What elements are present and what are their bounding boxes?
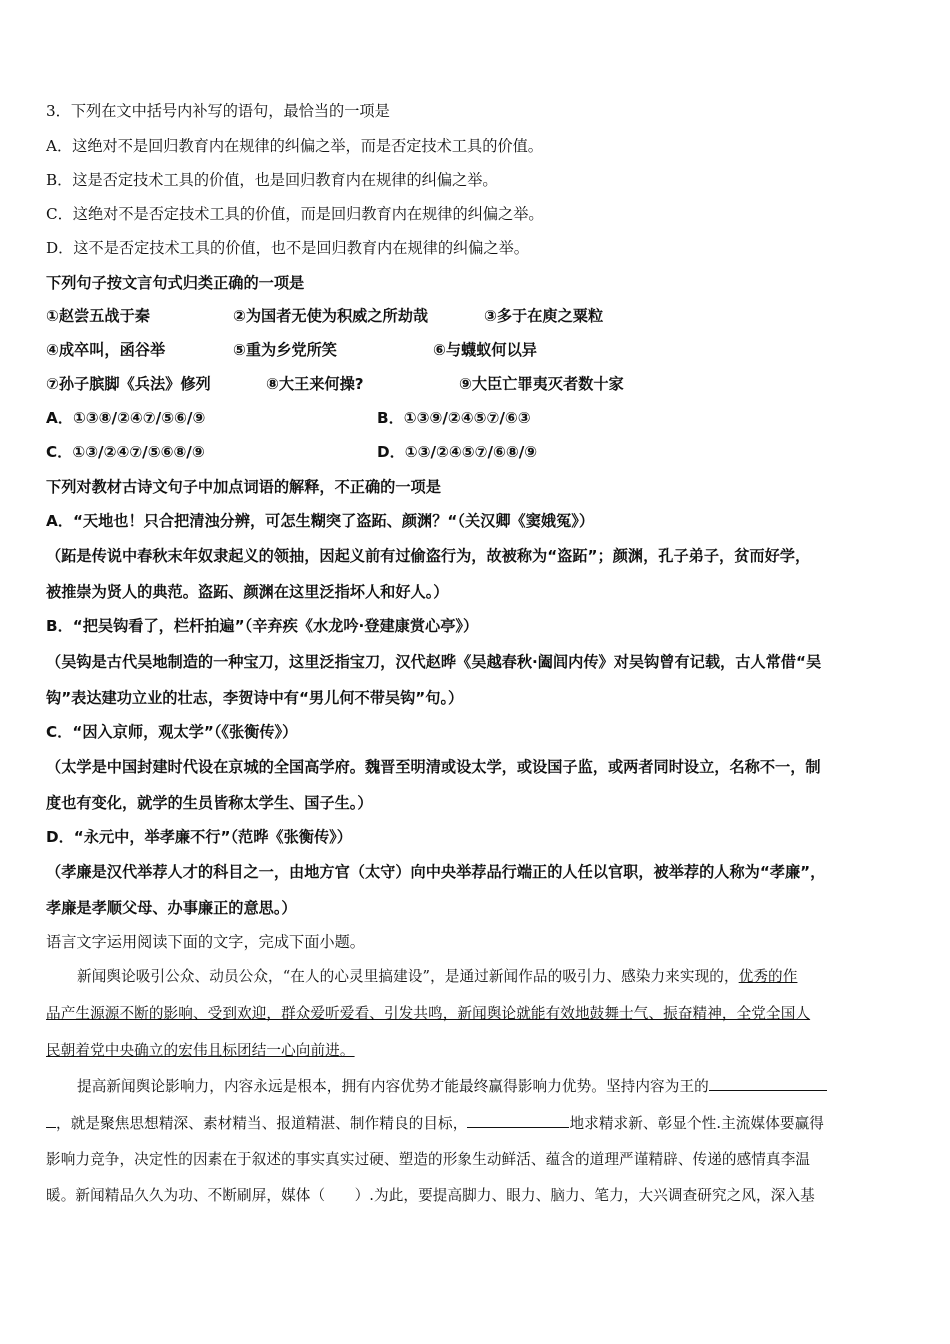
reading-text: ，就是聚焦思想精深、素材精当、报道精湛、制作精良的目标， — [56, 1115, 468, 1132]
syntax-item-8: ⑧大王来何操? — [266, 375, 364, 393]
reading-paragraph-1-line-1 — [77, 967, 797, 987]
q3-option-d: D．这不是否定技术工具的价值，也不是回归教育内在规律的纠偏之举。 — [46, 239, 529, 257]
syntax-option-a: A．①③⑧/②④⑦/⑤⑥/⑨ — [46, 409, 206, 427]
words-question-stem: 下列对教材古诗文句子中加点词语的解释，不正确的一项是 — [46, 478, 441, 496]
words-option-c-quote: C．“因入京师，观太学”（《张衡传》） — [46, 723, 298, 741]
q3-option-c: C．这绝对不是否定技术工具的价值，而是回归教育内在规律的纠偏之举。 — [46, 205, 544, 223]
fill-in-blank-1-continued[interactable] — [46, 1113, 56, 1128]
reading-paragraph-2-line-3: 影响力竞争，决定性的因素在于叙述的事实真实过硬、塑造的形象生动鲜活、蕴含的道理严谨精辟、传递的感情真李温 — [46, 1151, 811, 1168]
reading-text: 新闻舆论吸引公众、动员公众，“在人的心灵里搞建设”，是通过新闻作品的吸引力、感染力来实现的， — [77, 968, 739, 985]
words-option-c-explanation-2: 度也有变化，就学的生员皆称太学生、国子生。） — [46, 794, 373, 812]
words-option-b-explanation-2: 钩”表达建功立业的壮志，李贺诗中有“男儿何不带吴钩”句。） — [46, 689, 464, 707]
syntax-item-6: ⑥与蠛蚁何以异 — [433, 341, 537, 359]
reading-paragraph-2-line-2 — [46, 1113, 824, 1134]
words-option-d-explanation-1: （孝廉是汉代举荐人才的科目之一，由地方官（太守）向中央举荐品行端正的人任以官职，被举荐的人称为“孝廉”， — [46, 863, 826, 881]
words-option-a-explanation-2: 被推崇为贤人的典范。盗跖、颜渊在这里泛指坏人和好人。） — [46, 583, 449, 601]
reading-paragraph-1-line-2: 品产生源源不断的影响、受到欢迎，群众爱听爱看、引发共鸣，新闻舆论就能有效地鼓舞士气、振奋精神，全党全国人 — [46, 1005, 811, 1022]
syntax-item-5: ⑤重为乡党所笑 — [233, 341, 337, 359]
syntax-item-1: ①赵尝五战于秦 — [46, 307, 150, 325]
syntax-item-3: ③多于在庾之粟粒 — [484, 307, 604, 325]
syntax-item-9: ⑨大臣亡罪夷灭者数十家 — [459, 375, 624, 393]
words-option-a-explanation-1: （跖是传说中春秋末年奴隶起义的领抽，因起义前有过偷盗行为，故被称为“盗跖”；颜渊，孔子弟子，贫而好学， — [46, 547, 811, 565]
syntax-item-4: ④成卒叫，函谷举 — [46, 341, 166, 359]
syntax-item-7: ⑦孙子膑脚《兵法》修列 — [46, 375, 211, 393]
reading-paragraph-2-line-4: 暖。新闻精品久久为功、不断刷屏，媒体（ ）.为此，要提高脚力、眼力、脑力、笔力，大兴调查研究之风，深入基 — [46, 1187, 815, 1204]
fill-in-blank-2[interactable] — [467, 1113, 569, 1128]
syntax-option-b: B．①③⑨/②④⑤⑦/⑥③ — [377, 409, 531, 427]
words-option-b-quote: B．“把吴钩看了，栏杆拍遍”（辛弃疾《水龙吟·登建康赏心亭》） — [46, 617, 479, 635]
q3-option-b: B．这是否定技术工具的价值，也是回归教育内在规律的纠偏之举。 — [46, 171, 498, 189]
underlined-sentence: 优秀的作 — [738, 968, 798, 985]
reading-text: 地求精求新、彰显个性.主流媒体要赢得 — [569, 1115, 824, 1132]
words-option-c-explanation-1: （太学是中国封建时代设在京城的全国高学府。魏晋至明清或设太学，或设国子监，或两者同时设立，名称不一，制 — [46, 758, 821, 776]
q3-stem: 3．下列在文中括号内补写的语句，最恰当的一项是 — [46, 102, 390, 120]
words-option-b-explanation-1: （吴钩是古代吴地制造的一种宝刀，这里泛指宝刀，汉代赵晔《吴越春秋·阖闾内传》对吴钩曾有记载，古人常借“吴 — [46, 653, 822, 671]
syntax-option-c: C．①③/②④⑦/⑤⑥⑧/⑨ — [46, 443, 205, 461]
syntax-option-d: D．①③/②④⑤⑦/⑥⑧/⑨ — [377, 443, 538, 461]
reading-paragraph-2-line-1 — [77, 1076, 827, 1097]
reading-text: 提高新闻舆论影响力，内容永远是根本，拥有内容优势才能最终赢得影响力优势。坚持内容为王的 — [77, 1078, 709, 1095]
reading-intro: 语言文字运用阅读下面的文字，完成下面小题。 — [46, 933, 365, 951]
q3-option-a: A．这绝对不是回归教育内在规律的纠偏之举，而是否定技术工具的价值。 — [46, 137, 543, 155]
syntax-item-2: ②为国者无使为积威之所劫哉 — [233, 307, 429, 325]
words-option-d-explanation-2: 孝廉是孝顺父母、办事廉正的意思。） — [46, 899, 297, 917]
syntax-question-stem: 下列句子按文言句式归类正确的一项是 — [46, 274, 305, 292]
fill-in-blank-1[interactable] — [709, 1076, 827, 1091]
words-option-a-quote: A．“天地也！只合把清浊分辨，可怎生糊突了盗跖、颜渊？“（关汉卿《窦娥冤》） — [46, 512, 595, 530]
reading-paragraph-1-line-3: 民朝着党中央确立的宏伟且标团结一心向前进。 — [46, 1042, 355, 1059]
words-option-d-quote: D．“永元中，举孝廉不行”（范晔《张衡传》） — [46, 828, 352, 846]
